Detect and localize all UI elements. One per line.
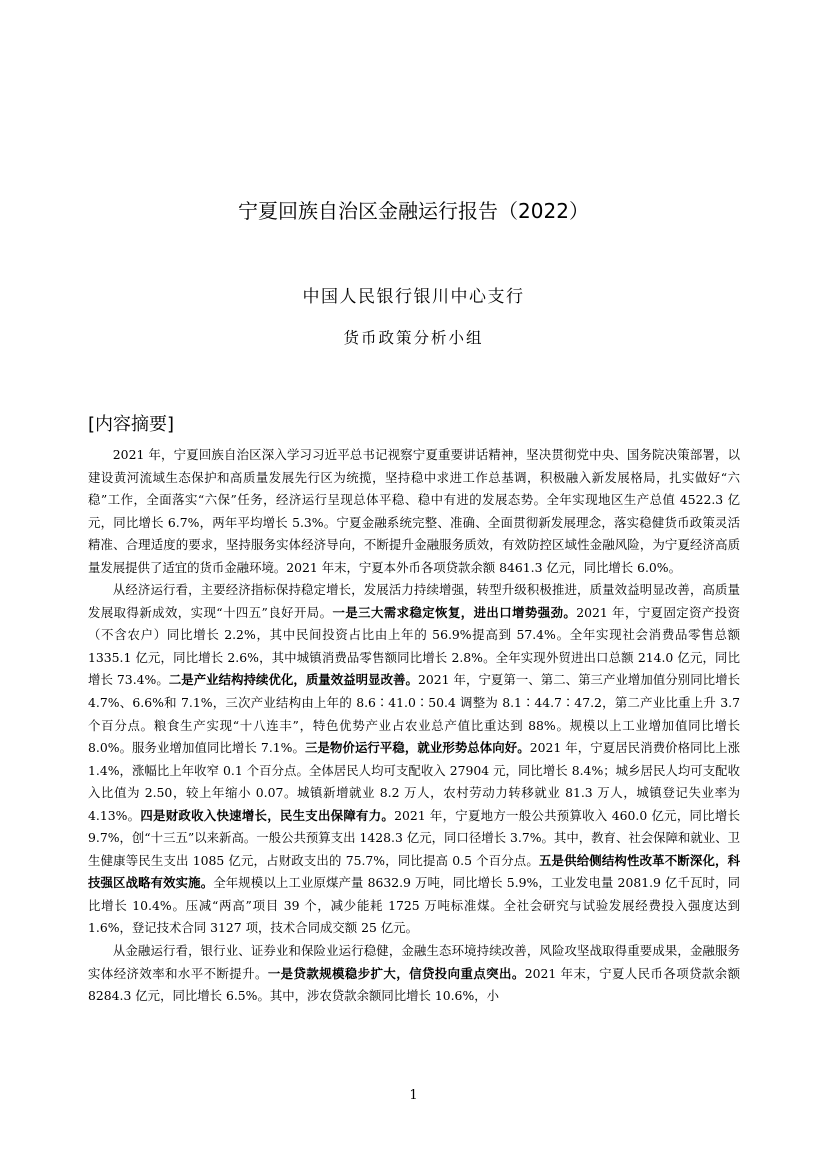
author-group: 货币政策分析小组 xyxy=(343,329,484,347)
body-paragraph xyxy=(88,940,740,1008)
paragraph-text: 2021 年，宁夏回族自治区深入学习习近平总书记视察宁夏重要讲话精神，坚决贯彻党中央、国务院决策部署，以建设黄河流域生态保护和高质量发展先行区为统揽，坚持稳中求进工作总基调，积极融入新发展格局，扎实做好“六稳”工作，全面落实“六保”任务，经济运行呈现总体平稳、稳中有进的发展态势。全年实现地区生产总值 4522.3 亿元，同比增长 6.7%，两年平均增长 5.3%。宁夏金融系统完整、准确、全面贯彻新发展理念，落实稳健货币政策灵活精准、合理适度的要求，坚持服务实体经济导向，不断提升金融服务质效，有效防控区域性金融风险，为宁夏经济高质量发展提供了适宜的货币金融环境。2021 年末，宁夏本外币各项贷款余额 8461.3 亿元，同比增长 6.0%。 xyxy=(88,447,740,575)
paragraph-text: 2021 年，宁夏居民消费价格同比上涨 1.4%，涨幅比上年收窄 0.1 个百分点。全体居民人均可支配收入 27904 元，同比增长 8.4%；城乡居民人均可支配收入比值为 2.50，较上年缩小 0.07。城镇新增就业 8.2 万人，农村劳动力转移就业 81.3 万人，城镇登记失业率为 4.13%。 xyxy=(88,740,740,823)
paragraph-text: 2021 年，宁夏第一、第二、第三产业增加值分别同比增长 4.7%、6.6%和 7.1%，三次产业结构由上年的 8.6∶41.0∶50.4 调整为 8.1∶44.7∶47.2，第二产业比重上升 3.7 个百分点。粮食生产实现“十八连丰”，特色优势产业占农业总产值比重达到 88%。规模以上工业增加值同比增长 8.0%。服务业增加值同比增长 7.1%。 xyxy=(88,672,740,756)
key-point-heading: 二是产业结构持续优化，质量效益明显改善。 xyxy=(168,672,418,688)
key-point-heading: 三是物价运行平稳，就业形势总体向好。 xyxy=(305,740,530,756)
key-point-heading: 五是供给侧结构性改革不断深化，科技强区战略有效实施。 xyxy=(88,852,741,891)
paragraph-text: 2021 年，宁夏地方一般公共预算收入 460.0 亿元，同比增长 9.7%，创“十三五”以来新高。一般公共预算支出 1428.3 亿元，同口径增长 3.7%。其中，教育、社会保障和就业、卫生健康等民生支出 1085 亿元，占财政支出的 75.7%，同比提高 0.5 个百分点。 xyxy=(88,807,740,868)
paragraph-text: 从金融运行看，银行业、证券业和保险业运行稳健，金融生态环境持续改善，风险攻坚战取得重要成果，金融服务实体经济效率和水平不断提升。 xyxy=(88,943,740,981)
report-title: 宁夏回族自治区金融运行报告（2022） xyxy=(238,199,589,223)
paragraph-text: 2021 年末，宁夏人民币各项贷款余额 8284.3 亿元，同比增长 6.5%。其中，涉农贷款余额同比增长 10.6%，小 xyxy=(88,965,741,1004)
page-number: 1 xyxy=(409,1088,418,1103)
paragraph-text: 全年规模以上工业原煤产量 8632.9 万吨，同比增长 5.9%，工业发电量 2081.9 亿千瓦时，同比增长 10.4%。压减“两高”项目 39 个，减少能耗 1725 万吨标准煤。全社会研究与试验发展经费投入强度达到 1.6%，登记技术合同 3127 项，技术合同成交额 25 亿元。 xyxy=(88,875,740,936)
body-paragraph xyxy=(88,579,740,940)
abstract-body xyxy=(88,444,740,1008)
paragraph-text: 从经济运行看，主要经济指标保持稳定增长，发展活力持续增强，转型升级积极推进，质量效益明显改善，高质量发展取得新成效，实现“十四五”良好开局。 xyxy=(88,582,740,620)
body-paragraph xyxy=(88,444,740,579)
key-point-heading: 四是财政收入快速增长，民生支出保障有力。 xyxy=(140,807,395,823)
key-point-heading: 一是三大需求稳定恢复，进出口增势强劲。 xyxy=(332,604,577,620)
key-point-heading: 一是贷款规模稳步扩大，信贷投向重点突出。 xyxy=(267,965,525,981)
author-organization: 中国人民银行银川中心支行 xyxy=(302,287,525,307)
abstract-heading: [内容摘要] xyxy=(88,414,175,435)
paragraph-text: 2021 年，宁夏固定资产投资（不含农户）同比增长 2.2%，其中民间投资占比由上年的 56.9%提高到 57.4%。全年实现社会消费品零售总额 1335.1 亿元，同比增长 2.6%，其中城镇消费品零售额同比增长 2.8%。全年实现外贸进出口总额 214.0 亿元，同比增长 73.4%。 xyxy=(88,604,741,688)
